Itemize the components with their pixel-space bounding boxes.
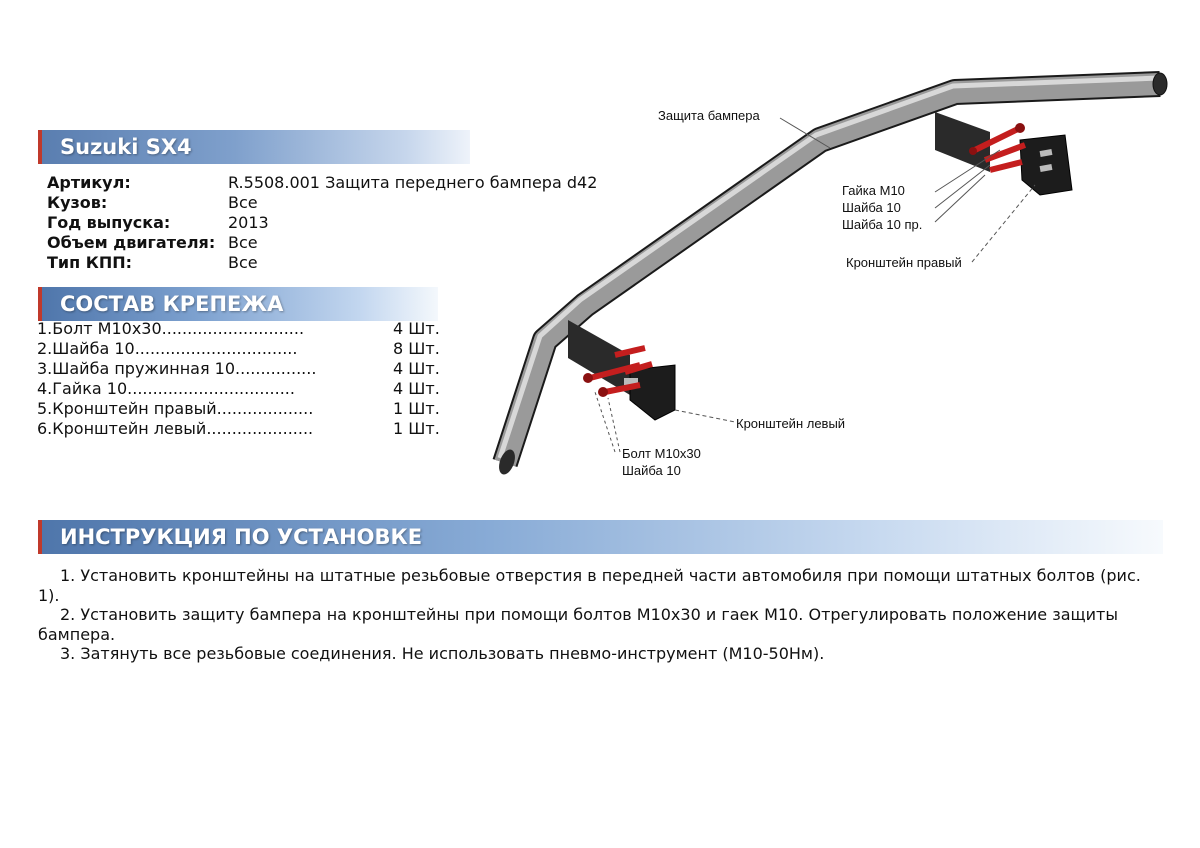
part-qty: 4 Шт. [393,319,440,338]
label-nut: Гайка М10 [842,183,905,198]
part-name: 1.Болт М10х30............................ [37,319,305,338]
info-label: Тип КПП: [47,253,133,272]
right-bracket [935,112,1072,195]
info-label: Артикул: [47,173,131,192]
fasteners-title: СОСТАВ КРЕПЕЖА [60,292,284,316]
fasteners-title-band [38,287,438,321]
part-qty: 1 Шт. [393,419,440,438]
left-bracket [568,320,675,420]
product-title-band [38,130,470,164]
label-right-bracket: Кронштейн правый [846,255,962,270]
product-title: Suzuki SX4 [60,135,192,159]
tube-end-right [1153,73,1167,95]
leader-washer2 [608,398,620,452]
instructions-title-band [38,520,1163,554]
list-item [37,319,457,339]
instruction-step: 1. Установить кронштейны на штатные резьбовые отверстия в передней части автомобиля при помощи штатных болтов (рис. 1). [38,566,1141,605]
list-item [37,379,457,399]
part-name: 2.Шайба 10................................ [37,339,298,358]
part-name: 4.Гайка 10................................. [37,379,295,398]
info-value: R.5508.001 Защита переднего бампера d42 [228,173,598,192]
instruction-step: 3. Затянуть все резьбовые соединения. Не использовать пневмо-инструмент (М10-50Нм). [60,644,825,663]
label-left-bracket: Кронштейн левый [736,416,846,431]
part-qty: 8 Шт. [393,339,440,358]
part-qty: 1 Шт. [393,399,440,418]
list-item [37,339,457,359]
label-bumper: Защита бампера [658,108,760,123]
part-qty: 4 Шт. [393,379,440,398]
leader-spring-washer [935,175,985,222]
label-washer: Шайба 10 [842,200,901,215]
info-value: Все [228,233,258,252]
instructions-text [38,566,1158,664]
info-value: Все [228,193,258,212]
info-value: 2013 [228,213,269,232]
part-qty: 4 Шт. [393,359,440,378]
part-name: 6.Кронштейн левый..................... [37,419,314,438]
list-item [37,359,457,379]
leader-left-bracket [675,410,735,422]
leader-right-bracket [972,185,1035,262]
fasteners-list [37,319,457,439]
instruction-step: 2. Установить защиту бампера на кронштейны при помощи болтов М10х30 и гаек М10. Отрегулировать положение защиты бампера. [38,605,1118,644]
info-label: Объем двигателя: [47,233,216,252]
list-item [37,399,457,419]
part-name: 3.Шайба пружинная 10................ [37,359,317,378]
info-label: Год выпуска: [47,213,171,232]
list-item [37,419,457,439]
label-washer2: Шайба 10 [622,463,681,478]
label-spring-washer: Шайба 10 пр. [842,217,923,232]
info-value: Все [228,253,258,272]
instructions-title: ИНСТРУКЦИЯ ПО УСТАНОВКЕ [60,525,423,549]
label-bolt: Болт М10х30 [622,446,701,461]
leader-bolt [595,392,615,452]
info-label: Кузов: [47,193,108,212]
part-name: 5.Кронштейн правый................... [37,399,314,418]
bumper-guard-drawing [470,60,1190,490]
